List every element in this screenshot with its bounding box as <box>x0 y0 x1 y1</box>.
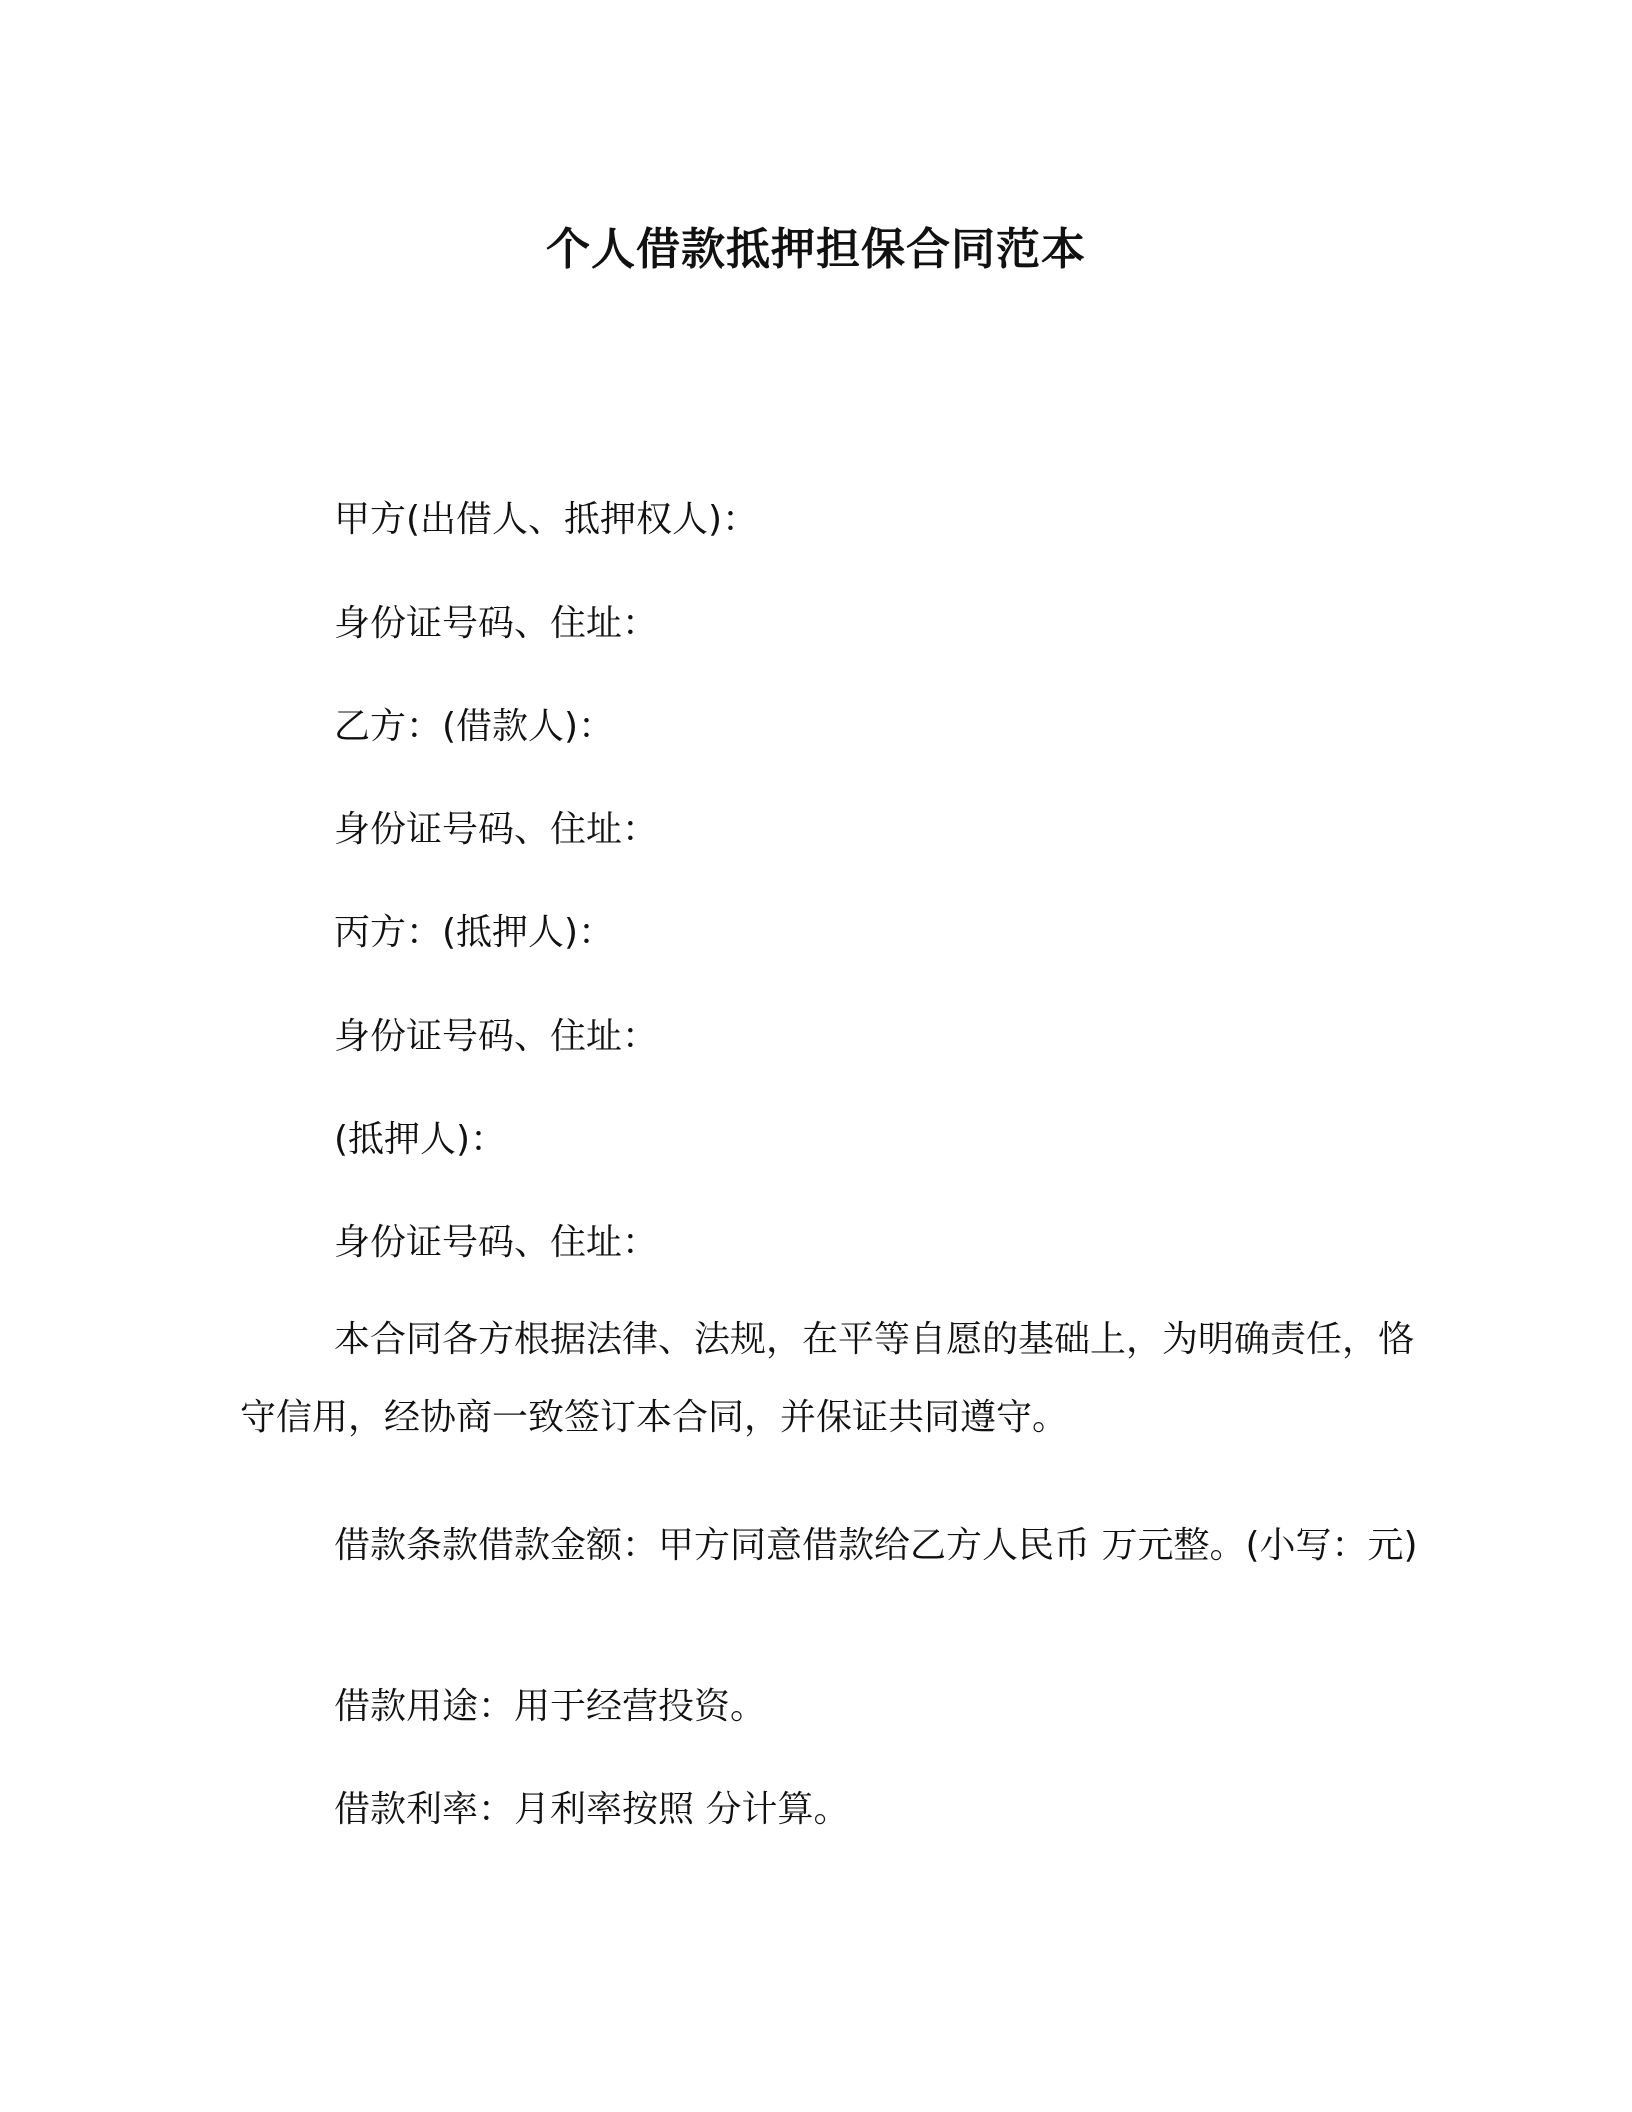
party-a-id-address: 身份证号码、住址： <box>334 603 659 644</box>
party-c-id-address: 身份证号码、住址： <box>334 1016 659 1057</box>
preamble-paragraph: 本合同各方根据法律、法规，在平等自愿的基础上，为明确责任，恪守信用，经协商一致签订本合同，并保证共同遵守。 <box>240 1319 1415 1438</box>
party-c-label: 丙方：(抵押人)： <box>334 912 615 953</box>
loan-amount-paragraph: 借款条款借款金额：甲方同意借款给乙方人民币 万元整。(小写：元) <box>334 1525 1418 1566</box>
party-b-id-address: 身份证号码、住址： <box>334 809 659 850</box>
party-a-label: 甲方(出借人、抵押权人)： <box>334 499 759 540</box>
loan-purpose-clause: 借款用途：用于经营投资。 <box>334 1686 767 1727</box>
party-b-label: 乙方：(借款人)： <box>334 706 615 747</box>
loan-interest-clause: 借款利率：月利率按照 分计算。 <box>334 1789 850 1830</box>
document-title: 个人借款抵押担保合同范本 <box>546 224 1086 275</box>
mortgagor-id-address: 身份证号码、住址： <box>334 1222 659 1263</box>
mortgagor-label: (抵押人)： <box>334 1119 507 1160</box>
